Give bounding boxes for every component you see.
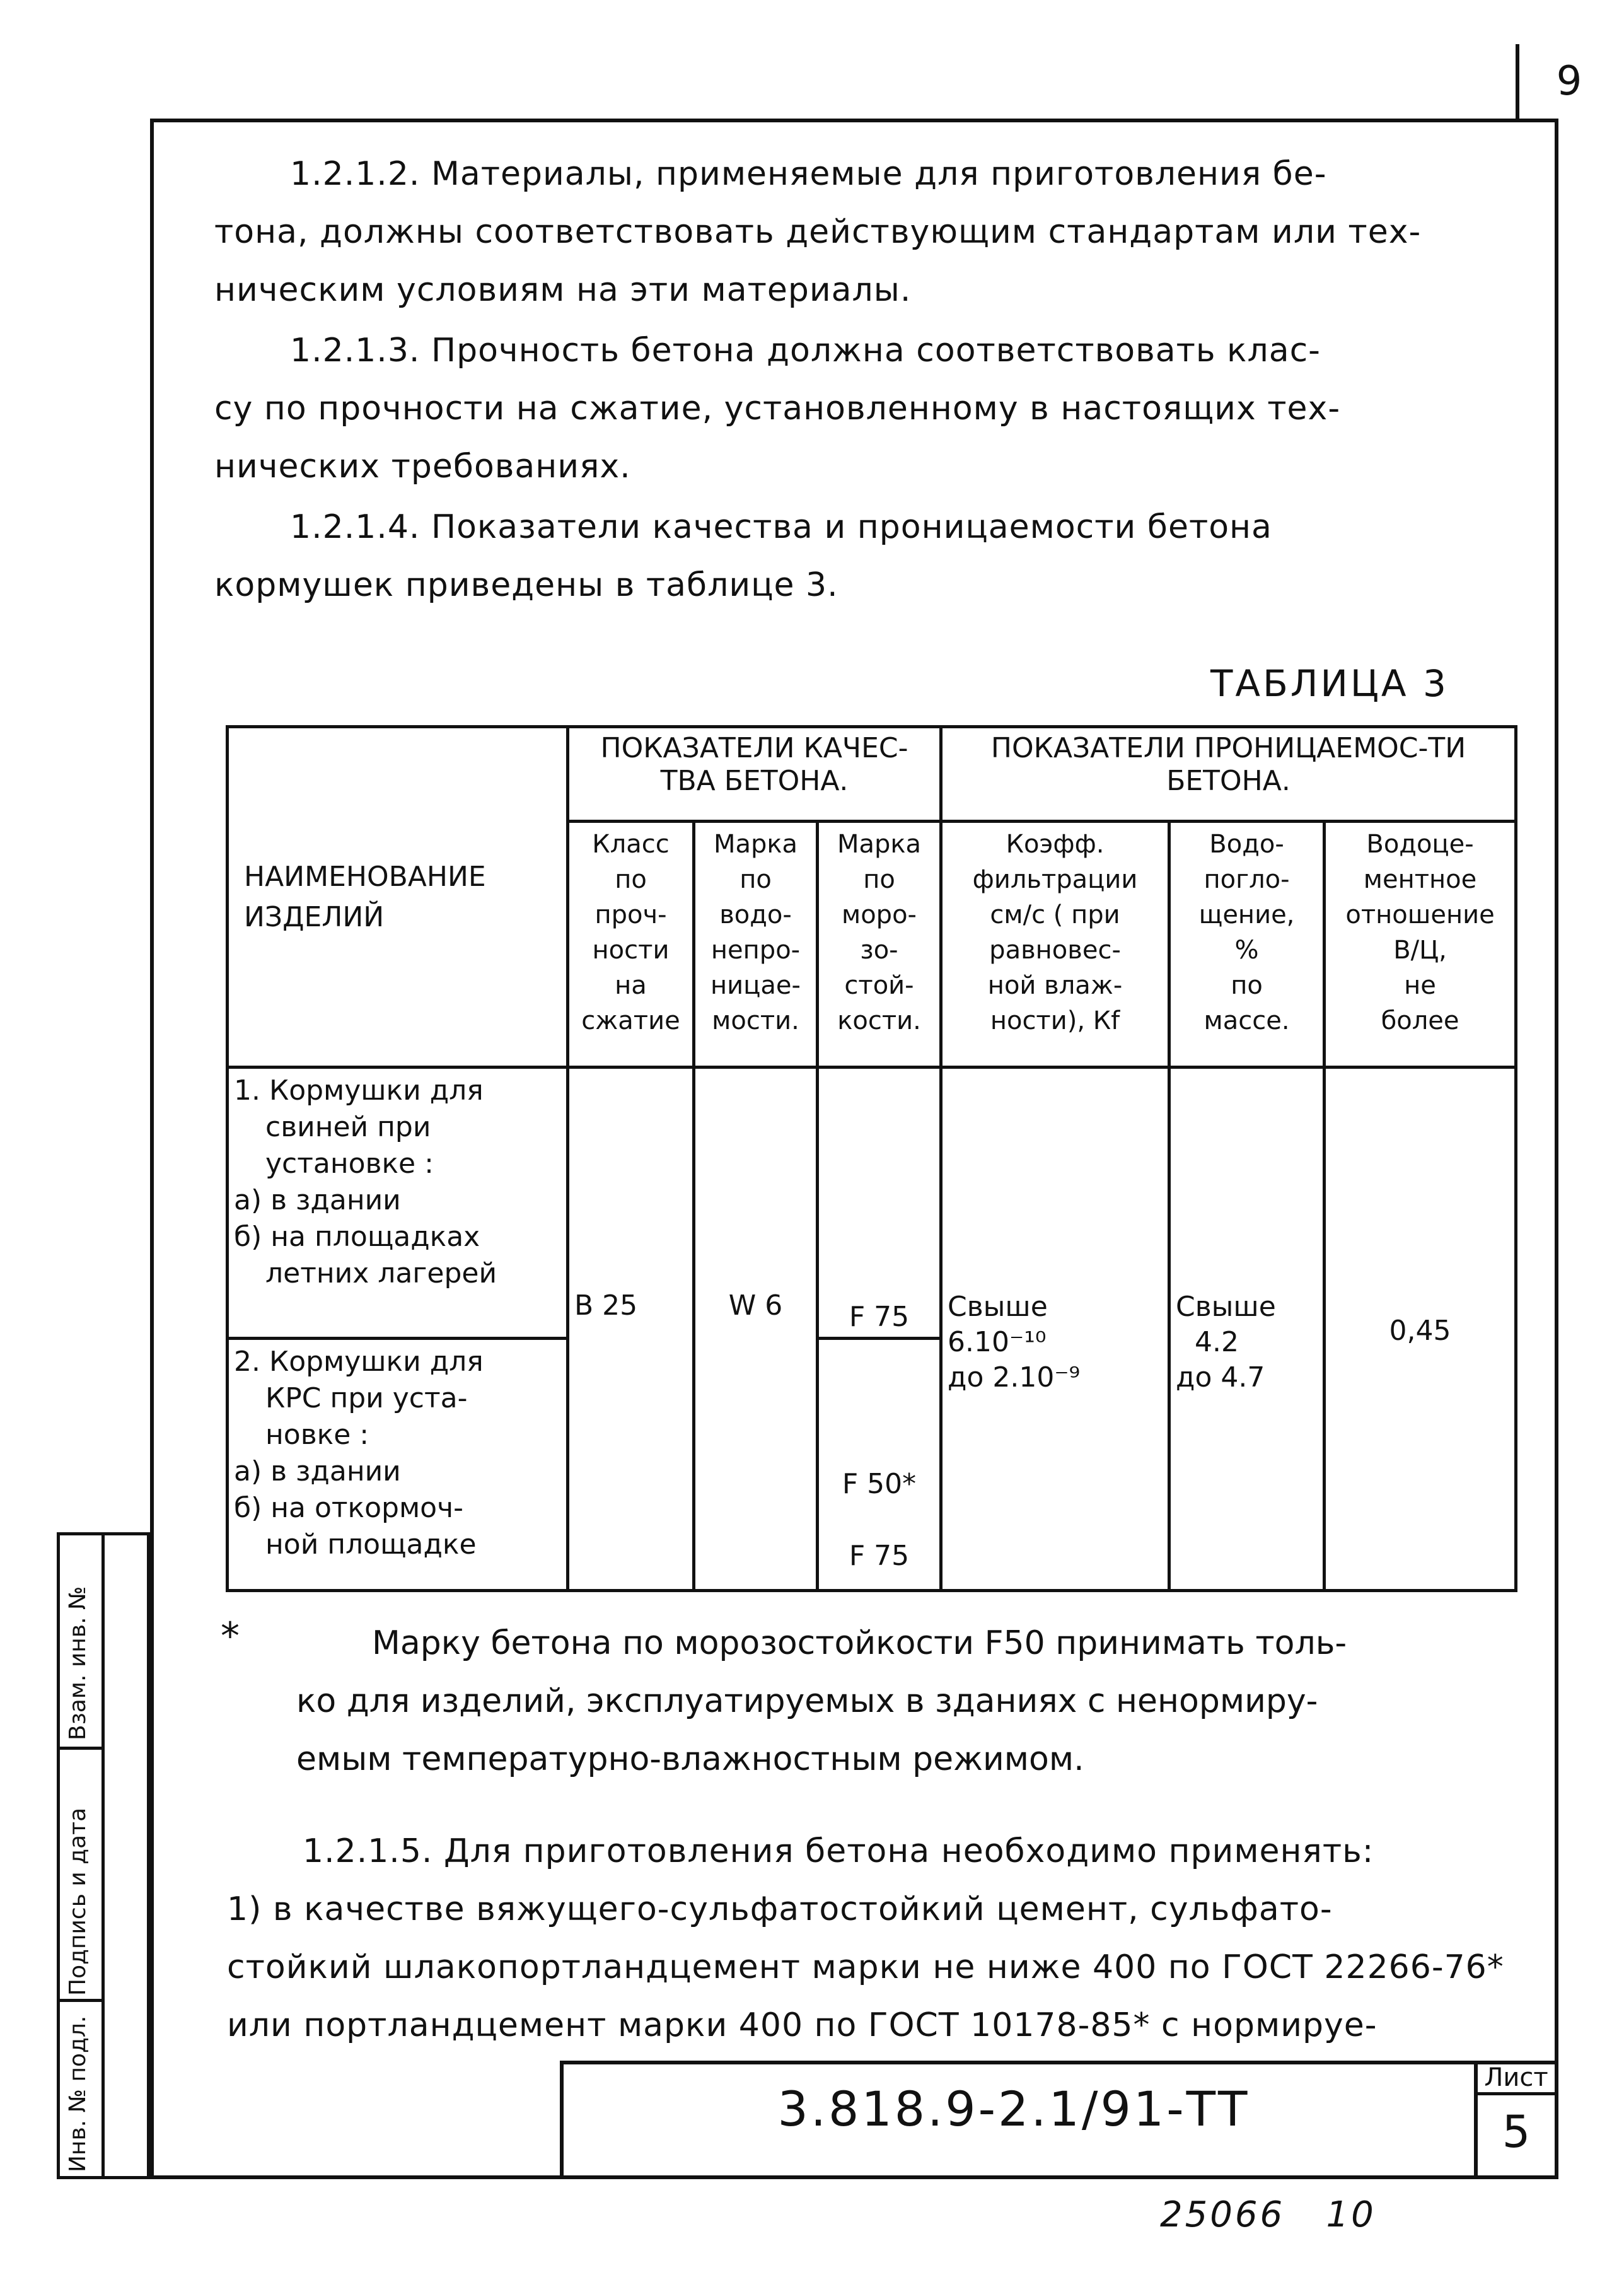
row-line: КРС при уста- bbox=[265, 1382, 468, 1414]
header-line: ности), Кf bbox=[990, 1006, 1120, 1035]
header-line: по bbox=[615, 865, 647, 894]
row-line: б) на площадках bbox=[234, 1221, 480, 1253]
frost-row1-value: F 75 bbox=[849, 1301, 910, 1333]
text-line: кормушек приведены в таблице 3. bbox=[214, 566, 838, 604]
text-line: нических требованиях. bbox=[214, 448, 631, 486]
row1-product-name bbox=[228, 1068, 568, 1339]
header-line: ной влаж- bbox=[987, 971, 1123, 1000]
absorption-line: 4.2 bbox=[1195, 1326, 1239, 1358]
header-line: отношение bbox=[1345, 900, 1495, 929]
text-line: ническим условиям на эти материалы. bbox=[214, 271, 912, 309]
note-asterisk: * bbox=[221, 1614, 240, 1658]
header-line: кости. bbox=[837, 1006, 921, 1035]
header-line: ности bbox=[592, 936, 670, 965]
filtration-line: до 2.10⁻⁹ bbox=[948, 1361, 1081, 1394]
frost-row1-cell bbox=[818, 1068, 941, 1339]
header-line: Класс bbox=[592, 830, 670, 859]
header-product-name bbox=[228, 727, 568, 1068]
header-quality-group: ПОКАЗАТЕЛИ КАЧЕС-ТВА БЕТОНА. bbox=[568, 727, 941, 822]
filtration-line: 6.10⁻¹⁰ bbox=[948, 1326, 1047, 1358]
frost-row2b-value: F 75 bbox=[849, 1540, 910, 1572]
text-line: стойкий шлакопортландцемент марки не ниже 400 по ГОСТ 22266-76* bbox=[227, 1948, 1504, 1986]
absorption-cell bbox=[1169, 1068, 1325, 1591]
concrete-properties-table bbox=[226, 725, 1517, 1592]
header-line: ментное bbox=[1363, 865, 1477, 894]
paragraph-1-2-1-3 bbox=[214, 322, 1488, 496]
header-line: Марка bbox=[837, 830, 922, 859]
header-line: фильтрации bbox=[972, 865, 1138, 894]
page-number: 9 bbox=[1556, 58, 1582, 105]
frost-row2a-value: F 50* bbox=[842, 1468, 917, 1500]
filtration-line: Свыше bbox=[948, 1291, 1048, 1323]
header-line: по bbox=[863, 865, 895, 894]
approval-stamp bbox=[57, 1532, 150, 2179]
stamp-label: Инв. № подл. bbox=[65, 2015, 91, 2172]
header-permeability-group: ПОКАЗАТЕЛИ ПРОНИЦАЕМОС-ТИ БЕТОНА. bbox=[941, 727, 1516, 822]
header-line: Водоце- bbox=[1366, 830, 1474, 859]
stamp-divider bbox=[102, 1535, 105, 2176]
header-line: более bbox=[1381, 1006, 1459, 1035]
header-line: непро- bbox=[710, 936, 801, 965]
wc-ratio-cell bbox=[1325, 1068, 1516, 1591]
row-line: ной площадке bbox=[265, 1528, 477, 1561]
row-line: новке : bbox=[265, 1419, 369, 1451]
header-line: см/с ( при bbox=[990, 900, 1120, 929]
row-line: а) в здании bbox=[234, 1455, 401, 1487]
stamp-cell-inv bbox=[60, 2002, 102, 2176]
paragraph-1-2-1-2 bbox=[214, 145, 1488, 319]
header-line: по bbox=[1231, 971, 1263, 1000]
table-footnote bbox=[214, 1614, 1500, 1788]
text-line: 1.2.1.5. Для приготовления бетона необходимо применять: bbox=[303, 1832, 1374, 1870]
text-line: 1.2.1.4. Показатели качества и проницаемости бетона bbox=[290, 508, 1272, 546]
header-line: стой- bbox=[844, 971, 914, 1000]
header-line: зо- bbox=[860, 936, 898, 965]
header-strength-class bbox=[568, 822, 694, 1068]
header-line: ницае- bbox=[710, 971, 801, 1000]
header-water-tightness bbox=[694, 822, 818, 1068]
text-line: 1.2.1.3. Прочность бетона должна соответствовать клас- bbox=[290, 332, 1321, 370]
header-water-absorption bbox=[1169, 822, 1325, 1068]
stamp-label: Взам. инв. № bbox=[65, 1586, 91, 1740]
header-line: % bbox=[1234, 936, 1259, 965]
row-line: свиней при bbox=[265, 1111, 431, 1143]
row-line: 1. Кормушки для bbox=[234, 1074, 484, 1107]
row-line: 2. Кормушки для bbox=[234, 1346, 484, 1378]
stamp-label: Подпись и дата bbox=[65, 1807, 91, 1996]
header-filtration-coef bbox=[941, 822, 1169, 1068]
sheet-number: 5 bbox=[1502, 2106, 1531, 2158]
text-line: 1) в качестве вяжущего-сульфатостойкий цемент, сульфато- bbox=[227, 1890, 1333, 1928]
header-wc-ratio bbox=[1325, 822, 1516, 1068]
stamp-cell-podpis bbox=[60, 1750, 102, 2002]
header-line: не bbox=[1404, 971, 1436, 1000]
water-tightness-value: W 6 bbox=[728, 1289, 783, 1322]
paragraph-1-2-1-5 bbox=[227, 1822, 1526, 2054]
wc-ratio-value: 0,45 bbox=[1389, 1315, 1451, 1347]
header-line: массе. bbox=[1204, 1006, 1290, 1035]
paragraph-1-2-1-4 bbox=[214, 498, 1488, 614]
row-line: б) на откормоч- bbox=[234, 1492, 463, 1524]
row2-product-name bbox=[228, 1339, 568, 1591]
header-line: Марка bbox=[713, 830, 798, 859]
absorption-line: до 4.7 bbox=[1176, 1361, 1265, 1394]
header-line: мости. bbox=[712, 1006, 799, 1035]
row-line: летних лагерей bbox=[265, 1257, 497, 1289]
header-text: НАИМЕНОВАНИЕ ИЗДЕЛИЙ bbox=[244, 860, 486, 933]
table-row bbox=[228, 1068, 1516, 1339]
text-line: су по прочности на сжатие, установленному в настоящих тех- bbox=[214, 390, 1341, 428]
header-line: моро- bbox=[842, 900, 917, 929]
header-line: Водо- bbox=[1209, 830, 1284, 859]
header-line: водо- bbox=[719, 900, 792, 929]
archive-number: 25066 10 bbox=[1160, 2194, 1376, 2235]
row-line: установке : bbox=[265, 1148, 434, 1180]
note-line: ко для изделий, эксплуатируемых в зданиях с ненормиру- bbox=[296, 1682, 1318, 1720]
text-line: 1.2.1.2. Материалы, применяемые для приготовления бе- bbox=[290, 155, 1327, 193]
filtration-cell bbox=[941, 1068, 1169, 1591]
header-line: погло- bbox=[1204, 865, 1290, 894]
header-line: Коэфф. bbox=[1006, 830, 1105, 859]
table-caption: ТАБЛИЦА 3 bbox=[1210, 662, 1449, 705]
header-line: сжатие bbox=[581, 1006, 680, 1035]
strength-class-value: В 25 bbox=[574, 1289, 638, 1322]
header-line: по bbox=[740, 865, 772, 894]
row-line: а) в здании bbox=[234, 1184, 401, 1216]
header-line: В/Ц, bbox=[1393, 936, 1447, 965]
document-code: 3.818.9-2.1/91-ТТ bbox=[777, 2081, 1250, 2137]
strength-class-cell bbox=[568, 1068, 694, 1591]
text-line: или портландцемент марки 400 по ГОСТ 10178-85* с нормируе- bbox=[227, 2006, 1378, 2044]
header-frost-resistance bbox=[818, 822, 941, 1068]
header-line: равновес- bbox=[989, 936, 1121, 965]
note-line: Марку бетона по морозостойкости F50 принимать толь- bbox=[372, 1624, 1347, 1662]
water-tightness-cell bbox=[694, 1068, 818, 1591]
table-header-row bbox=[228, 727, 1516, 822]
absorption-line: Свыше bbox=[1176, 1291, 1276, 1323]
text-line: тона, должны соответствовать действующим стандартам или тех- bbox=[214, 213, 1422, 251]
header-line: щение, bbox=[1198, 900, 1295, 929]
header-line: проч- bbox=[594, 900, 667, 929]
note-line: емым температурно-влажностным режимом. bbox=[296, 1740, 1084, 1778]
frost-row2-cell bbox=[818, 1339, 941, 1591]
header-line: на bbox=[615, 971, 647, 1000]
sheet-label: Лист bbox=[1474, 2063, 1558, 2095]
stamp-cell-vzam bbox=[60, 1535, 102, 1750]
